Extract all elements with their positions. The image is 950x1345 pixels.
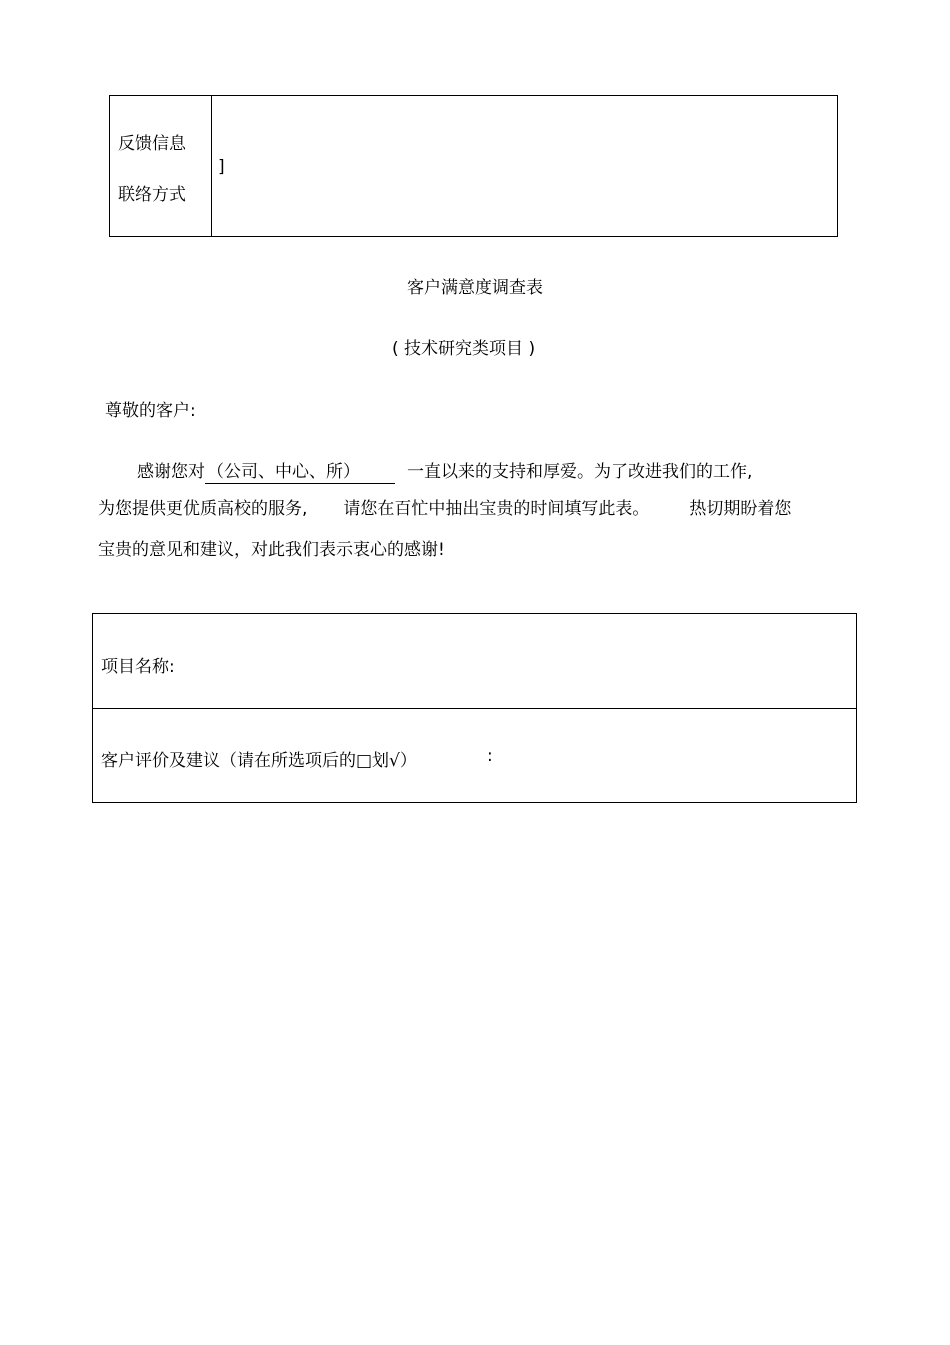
paragraph-line-2-part-1: 为您提供更优质高校的服务,	[98, 499, 308, 519]
page-subtitle: ( 技术研究类项目 )	[392, 339, 536, 359]
organization-blank: （公司、中心、所）	[205, 462, 395, 484]
paragraph-line-2-part-2: 请您在百忙中抽出宝贵的时间填写此表。	[343, 499, 650, 519]
paragraph-prefix: 感谢您对	[137, 462, 205, 482]
feedback-table	[109, 95, 838, 237]
feedback-label-cell	[110, 96, 212, 236]
paragraph-suffix: 一直以来的支持和厚爱。为了改进我们的工作,	[407, 462, 753, 482]
project-name-label: 项目名称:	[101, 657, 175, 677]
feedback-info-label: 反馈信息	[118, 134, 186, 154]
feedback-value: ]	[218, 157, 225, 177]
paragraph-line-3: 宝贵的意见和建议，对此我们表示衷心的感谢!	[98, 540, 445, 560]
paragraph-line-2	[98, 494, 791, 519]
evaluation-label: 客户评价及建议（请在所选项后的□划√）	[101, 751, 417, 771]
page-title: 客户满意度调查表	[407, 278, 543, 298]
project-table	[92, 613, 857, 803]
salutation: 尊敬的客户:	[105, 401, 196, 421]
paragraph-line-1	[137, 457, 752, 484]
table-row-divider	[93, 708, 856, 709]
paragraph-line-2-part-3: 热切期盼着您	[689, 499, 792, 519]
contact-method-label: 联络方式	[118, 185, 186, 205]
evaluation-colon: :	[487, 746, 493, 766]
